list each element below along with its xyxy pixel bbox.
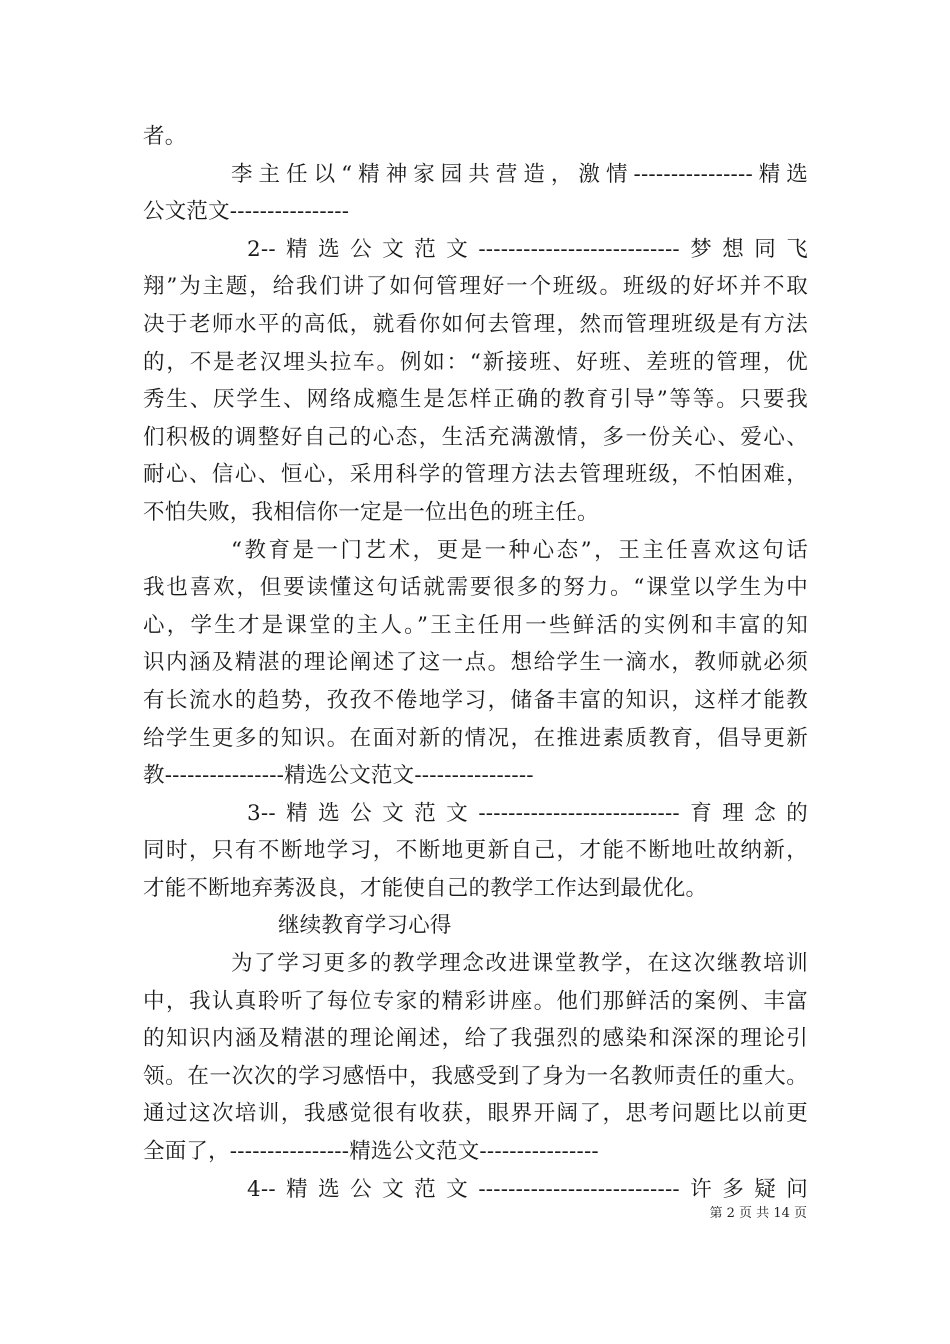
text-line: 3--精选公文范文---------------------------育理念的 <box>247 800 808 826</box>
section-heading: 继续教育学习心得 <box>278 913 452 939</box>
text-line: 翔”为主题，给我们讲了如何管理好一个班级。班级的好坏并不取 <box>143 274 808 300</box>
text-line: 公文范文---------------- <box>143 199 350 225</box>
text-line: 的知识内涵及精湛的理论阐述，给了我强烈的感染和深深的理论引 <box>143 1026 808 1052</box>
text-line: 有长流水的趋势，孜孜不倦地学习，储备丰富的知识，这样才能教 <box>143 687 808 713</box>
text-line: 全面了，----------------精选公文范文---------------- <box>143 1139 599 1165</box>
text-line: 4--精选公文范文---------------------------许多疑问 <box>247 1176 808 1202</box>
text-line: 领。在一次次的学习感悟中，我感受到了身为一名教师责任的重大。 <box>143 1063 808 1089</box>
text-line: 耐心、信心、恒心，采用科学的管理方法去管理班级，不怕困难， <box>143 462 808 488</box>
text-line: 的，不是老汉埋头拉车。例如：“新接班、好班、差班的管理，优 <box>143 349 808 375</box>
page-number-footer: 第 2 页 共 14 页 <box>709 1206 807 1221</box>
text-line: 秀生、厌学生、网络成瘾生是怎样正确的教育引导”等等。只要我 <box>143 387 808 413</box>
text-line: 教----------------精选公文范文---------------- <box>143 763 534 789</box>
text-line: 识内涵及精湛的理论阐述了这一点。想给学生一滴水，教师就必须 <box>143 650 808 676</box>
text-line: 心，学生才是课堂的主人。”王主任用一些鲜活的实例和丰富的知 <box>143 612 808 638</box>
text-line: 同时，只有不断地学习，不断地更新自己，才能不断地吐故纳新， <box>143 838 808 864</box>
text-line: 为了学习更多的教学理念改进课堂教学，在这次继教培训 <box>231 951 808 977</box>
text-line: 才能不断地弃莠汲良，才能使自己的教学工作达到最优化。 <box>143 875 708 901</box>
document-body <box>143 118 808 1208</box>
text-line: 者。 <box>143 124 187 149</box>
text-line: 们积极的调整好自己的心态，生活充满激情，多一份关心、爱心、 <box>143 424 808 450</box>
text-line: 给学生更多的知识。在面对新的情况，在推进素质教育，倡导更新 <box>143 725 808 751</box>
text-line: 我也喜欢，但要读懂这句话就需要很多的努力。“课堂以学生为中 <box>143 575 808 601</box>
text-line: 李主任以“精神家园共营造，激情----------------精选 <box>231 161 808 187</box>
text-line: 中，我认真聆听了每位专家的精彩讲座。他们那鲜活的案例、丰富 <box>143 988 808 1014</box>
text-line: 通过这次培训，我感觉很有收获，眼界开阔了，思考问题比以前更 <box>143 1101 808 1127</box>
text-line: 2--精选公文范文---------------------------梦想同飞 <box>247 236 808 262</box>
text-line: 决于老师水平的高低，就看你如何去管理，然而管理班级是有方法 <box>143 311 808 337</box>
text-line: “教育是一门艺术，更是一种心态”，王主任喜欢这句话 <box>231 537 808 563</box>
text-line: 不怕失败，我相信你一定是一位出色的班主任。 <box>143 499 599 525</box>
